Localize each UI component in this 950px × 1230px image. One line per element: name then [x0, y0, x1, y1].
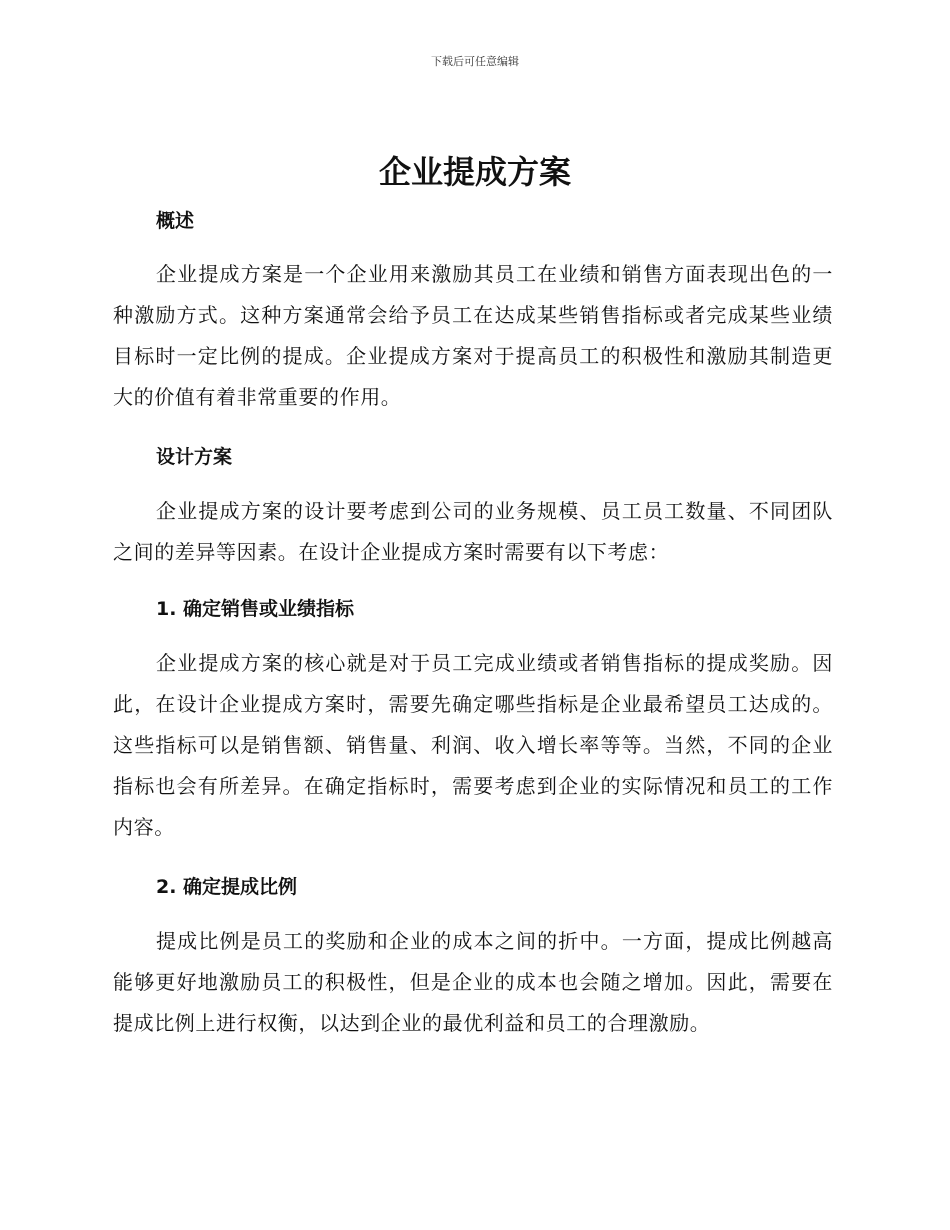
- document-title: 企业提成方案: [378, 153, 571, 191]
- section-paragraph-metrics: 企业提成方案的核心就是对于员工完成业绩或者销售指标的提成奖励。因此，在设计企业提成方案时，需要先确定哪些指标是企业最希望员工达成的。这些指标可以是销售额、销售量、利润、收入增长率等等。当然，不同的企业指标也会有所差异。在确定指标时，需要考虑到企业的实际情况和员工的工作内容。: [113, 651, 833, 839]
- page-header-note: 下载后可任意编辑: [431, 55, 519, 68]
- section-paragraph-commission-rate: 提成比例是员工的奖励和企业的成本之间的折中。一方面，提成比例越高能够更好地激励员工的积极性，但是企业的成本也会随之增加。因此，需要在提成比例上进行权衡，以达到企业的最优利益和员工的合理激励。: [113, 929, 833, 1035]
- section-paragraph-design: 企业提成方案的设计要考虑到公司的业务规模、员工员工数量、不同团队之间的差异等因素。在设计企业提成方案时需要有以下考虑：: [113, 499, 833, 564]
- section-heading-metrics: 1. 确定销售或业绩指标: [156, 598, 355, 620]
- section-heading-commission-rate: 2. 确定提成比例: [156, 876, 298, 898]
- section-heading-overview: 概述: [156, 210, 195, 232]
- section-heading-design: 设计方案: [156, 446, 233, 468]
- section-paragraph-overview: 企业提成方案是一个企业用来激励其员工在业绩和销售方面表现出色的一种激励方式。这种方案通常会给予员工在达成某些销售指标或者完成某些业绩目标时一定比例的提成。企业提成方案对于提高员工的积极性和激励其制造更大的价值有着非常重要的作用。: [113, 262, 833, 409]
